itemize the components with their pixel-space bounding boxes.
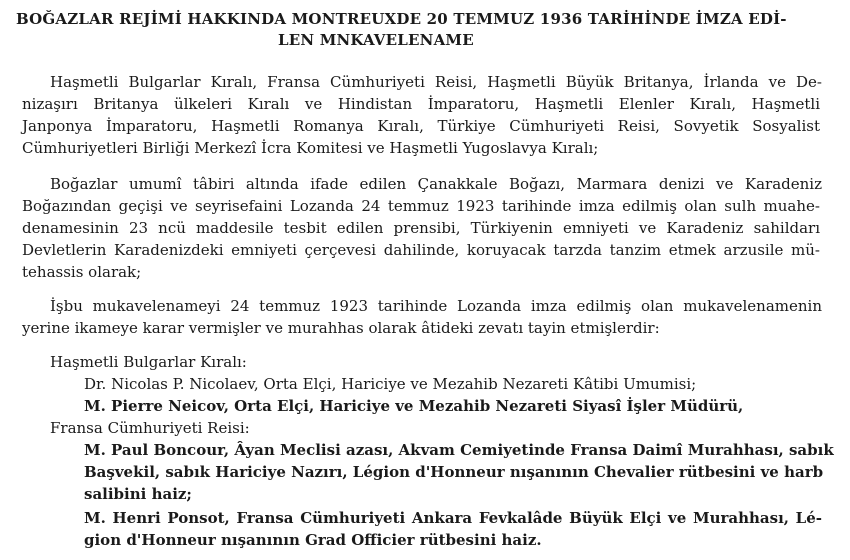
paragraph-1-line-4: Cümhuriyetleri Birliği Merkezî İcra Komitesi ve Haşmetli Yugoslavya Kıralı; <box>22 139 599 157</box>
delegate-heading-bulgaria: Haşmetli Bulgarlar Kıralı: <box>50 353 247 371</box>
delegate-bulgaria-1: Dr. Nicolas P. Nicolaev, Orta Elçi, Hariciye ve Mezahib Nezareti Kâtibi Umumisi; <box>84 375 697 393</box>
paragraph-2-line-3: denamesinin 23 ncü maddesile tesbit edilen prensibi, Türkiyenin emniyeti ve Karadeniz sahildarı <box>22 219 820 237</box>
paragraph-2-line-2: Boğazından geçişi ve seyrisefaini Lozanda 24 temmuz 1923 tarihinde imza edilmiş olan sulh muahe- <box>22 197 820 215</box>
delegate-france-2-line-1: M. Henri Ponsot, Fransa Cümhuriyeti Ankara Fevkalâde Büyük Elçi ve Murahhası, Lé- <box>84 509 822 527</box>
delegate-france-1-line-3: salibini haiz; <box>84 485 192 503</box>
paragraph-3-line-1: İşbu mukavelenameyi 24 temmuz 1923 tarihinde Lozanda imza edilmiş olan mukavelenamenin <box>50 297 822 315</box>
paragraph-1-line-2: nizaşırı Britanya ülkeleri Kıralı ve Hindistan İmparatoru, Haşmetli Elenler Kıralı, Haşmetli <box>22 95 820 113</box>
paragraph-1-line-1: Haşmetli Bulgarlar Kıralı, Fransa Cümhuriyeti Reisi, Haşmetli Büyük Britanya, İrlanda ve De- <box>50 73 822 91</box>
paragraph-2-line-1: Boğazlar umumî tâbiri altında ifade edilen Çanakkale Boğazı, Marmara denizi ve Karadeniz <box>50 175 822 193</box>
delegate-bulgaria-2: M. Pierre Neicov, Orta Elçi, Hariciye ve Mezahib Nezareti Siyasî İşler Müdürü, <box>84 397 744 415</box>
paragraph-3-line-2: yerine ikameye karar vermişler ve murahhas olarak âtideki zevatı tayin etmişlerdir: <box>22 319 660 337</box>
document-title-line-1: BOĞAZLAR REJİMİ HAKKINDA MONTREUXDE 20 TEMMUZ 1936 TARİHİNDE İMZA EDİ- <box>16 10 787 28</box>
paragraph-2-line-5: tehassis olarak; <box>22 263 142 281</box>
delegate-france-1-line-1: M. Paul Boncour, Âyan Meclisi azası, Akvam Cemiyetinde Fransa Daimî Murahhası, sabık <box>84 441 834 459</box>
document-title-line-2: LEN MNKAVELENAME <box>278 31 474 49</box>
delegate-france-2-line-2: gion d'Honneur nışanının Grad Officier rütbesini haiz. <box>84 531 542 549</box>
delegate-heading-france: Fransa Cümhuriyeti Reisi: <box>50 419 250 437</box>
paragraph-2-line-4: Devletlerin Karadenizdeki emniyeti çerçevesi dahilinde, koruyacak tarzda tanzim etmek arzusile mü- <box>22 241 820 259</box>
paragraph-1-line-3: Janponya İmparatoru, Haşmetli Romanya Kıralı, Türkiye Cümhuriyeti Reisi, Sovyetik Sosyalist <box>22 117 820 135</box>
delegate-france-1-line-2: Başvekil, sabık Hariciye Nazırı, Légion d'Honneur nışanının Chevalier rütbesini ve harb <box>84 463 824 481</box>
